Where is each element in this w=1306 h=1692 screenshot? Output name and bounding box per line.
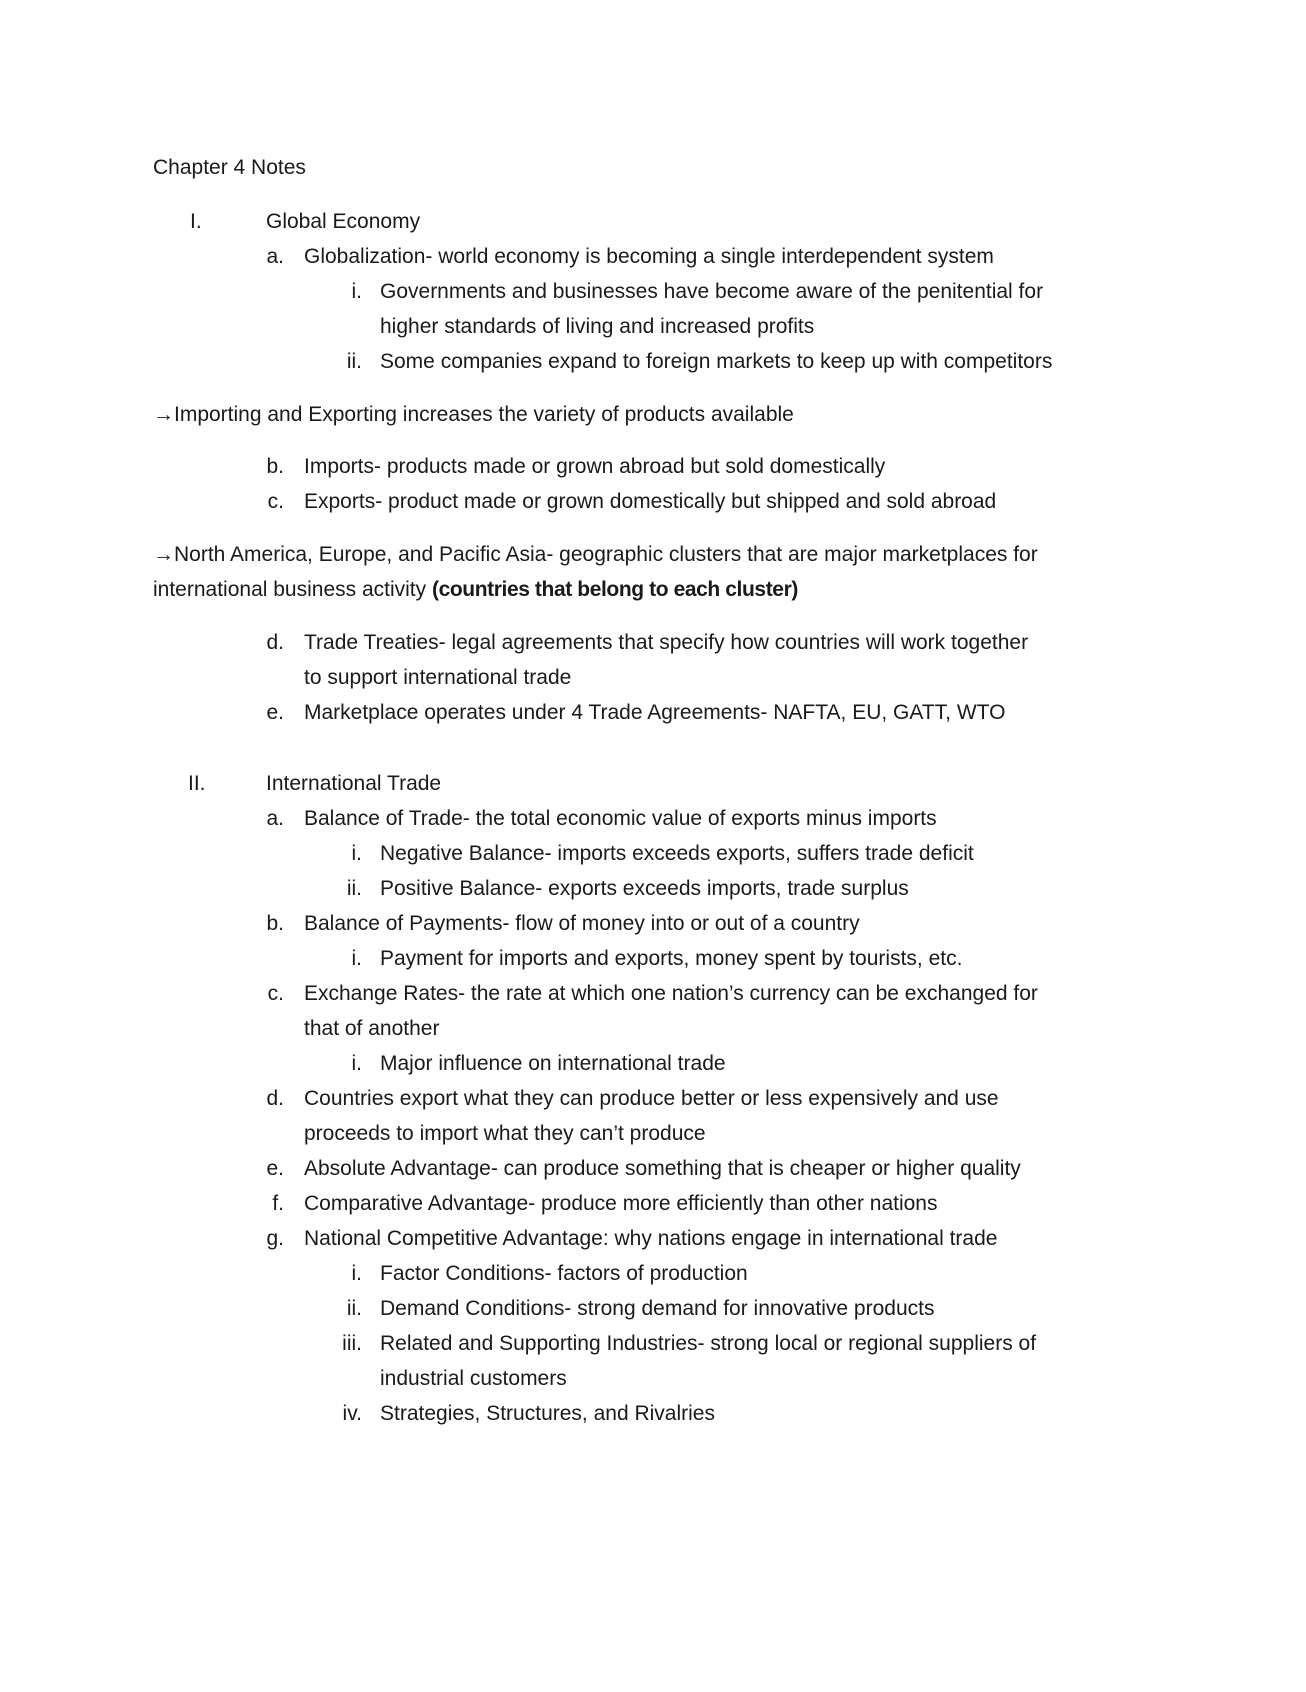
sublist-marker: iii.: [342, 1332, 362, 1355]
sublist-item-text: Strategies, Structures, and Rivalries: [380, 1402, 715, 1425]
list-marker: c.: [267, 982, 284, 1005]
list-item-text: Countries export what they can produce better or less expensively and use: [304, 1087, 999, 1110]
list-item-text-cont: that of another: [304, 1017, 440, 1040]
list-item-text: Exports- product made or grown domestically but shipped and sold abroad: [304, 490, 997, 513]
list-item-text-cont: to support international trade: [304, 666, 572, 689]
list-marker: a.: [266, 807, 284, 830]
list-item-text: Exchange Rates- the rate at which one nation’s currency can be exchanged for: [304, 982, 1038, 1005]
sublist-item-text: Negative Balance- imports exceeds exports, suffers trade deficit: [380, 842, 974, 865]
sublist-marker: i.: [351, 842, 362, 865]
page-title: Chapter 4 Notes: [153, 156, 306, 179]
section-heading: Global Economy: [266, 210, 421, 233]
sublist-item-text: Payment for imports and exports, money spent by tourists, etc.: [380, 947, 963, 970]
sublist-item-text-cont: higher standards of living and increased profits: [380, 315, 815, 338]
list-item-text: Imports- products made or grown abroad but sold domestically: [304, 455, 886, 478]
sublist-item-text: Related and Supporting Industries- strong local or regional suppliers of: [380, 1332, 1037, 1355]
sublist-item-text: Some companies expand to foreign markets to keep up with competitors: [380, 350, 1053, 373]
arrow-note-cont: [153, 576, 798, 604]
list-item-text: Trade Treaties- legal agreements that specify how countries will work together: [304, 631, 1029, 654]
list-item-text: Balance of Payments- flow of money into or out of a country: [304, 912, 860, 935]
list-item-text: Comparative Advantage- produce more efficiently than other nations: [304, 1192, 938, 1215]
sublist-item-text-cont: industrial customers: [380, 1367, 567, 1390]
list-marker: c.: [267, 490, 284, 513]
list-marker: d.: [266, 631, 284, 654]
section-heading: International Trade: [266, 772, 442, 795]
list-item-text-cont: proceeds to import what they can’t produce: [304, 1122, 706, 1145]
sublist-marker: iv.: [342, 1402, 362, 1425]
list-marker: a.: [266, 245, 284, 268]
list-marker: e.: [266, 1157, 284, 1180]
list-item-text: Globalization- world economy is becoming a single interdependent system: [304, 245, 994, 268]
list-item-text: Balance of Trade- the total economic value of exports minus imports: [304, 807, 937, 830]
list-marker: d.: [266, 1087, 284, 1110]
list-item-text: Marketplace operates under 4 Trade Agreements- NAFTA, EU, GATT, WTO: [304, 701, 1006, 724]
sublist-marker: ii.: [346, 1297, 362, 1320]
section-numeral: I.: [190, 210, 202, 233]
sublist-item-text: Factor Conditions- factors of production: [380, 1262, 748, 1285]
list-item-text: Absolute Advantage- can produce something that is cheaper or higher quality: [304, 1157, 1021, 1180]
list-marker: b.: [266, 455, 284, 478]
sublist-item-text: Governments and businesses have become aware of the penitential for: [380, 280, 1044, 303]
sublist-marker: i.: [351, 1262, 362, 1285]
sublist-marker: i.: [351, 947, 362, 970]
list-marker: b.: [266, 912, 284, 935]
section-numeral: II.: [188, 772, 206, 795]
arrow-note-text: international business activity: [153, 578, 432, 601]
sublist-marker: ii.: [346, 877, 362, 900]
sublist-marker: i.: [351, 280, 362, 303]
sublist-marker: ii.: [346, 350, 362, 373]
arrow-note-emphasis: (countries that belong to each cluster): [431, 578, 798, 601]
list-marker: e.: [266, 701, 284, 724]
list-item-text: National Competitive Advantage: why nations engage in international trade: [304, 1227, 998, 1250]
list-marker: f.: [272, 1192, 284, 1215]
list-marker: g.: [266, 1227, 284, 1250]
sublist-item-text: Demand Conditions- strong demand for innovative products: [380, 1297, 935, 1320]
arrow-note: →North America, Europe, and Pacific Asia- geographic clusters that are major marketplaces for: [153, 543, 1038, 566]
sublist-item-text: Major influence on international trade: [380, 1052, 726, 1075]
arrow-note: →Importing and Exporting increases the variety of products available: [153, 403, 794, 426]
sublist-item-text: Positive Balance- exports exceeds imports, trade surplus: [380, 877, 909, 900]
sublist-marker: i.: [351, 1052, 362, 1075]
